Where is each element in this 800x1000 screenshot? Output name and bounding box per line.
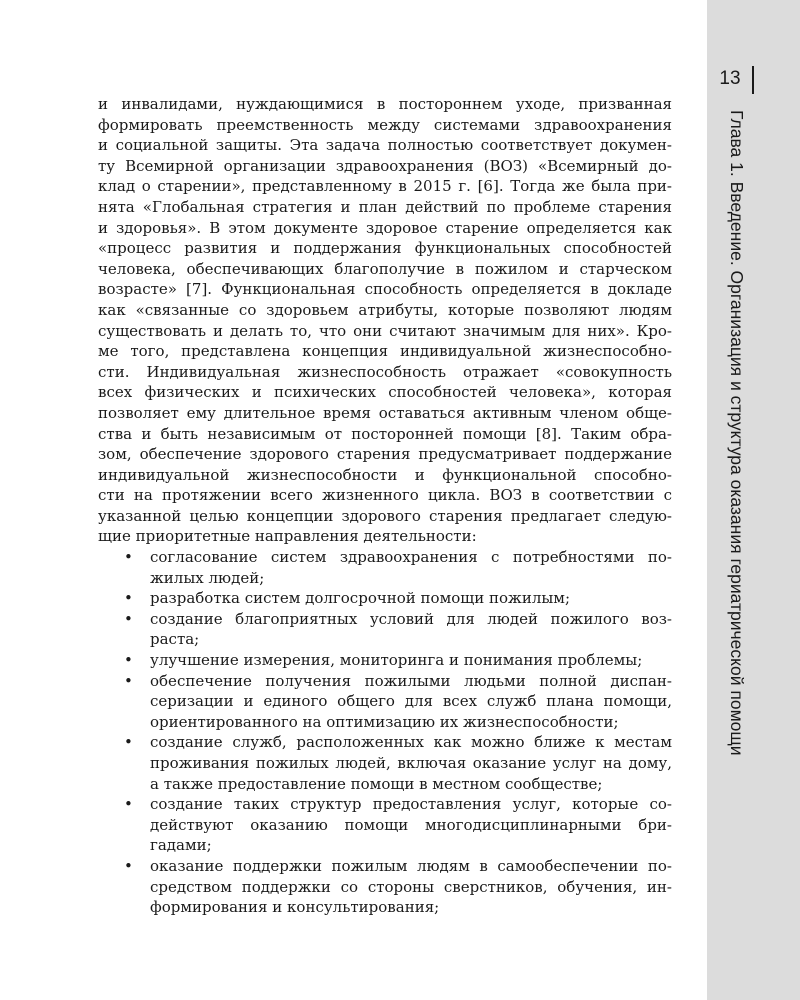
body-text xyxy=(98,94,672,918)
bullet-line: разработка систем долгосрочной помощи пожилым; xyxy=(150,589,571,608)
bullet-dot-icon: • xyxy=(124,589,133,608)
paragraph-line: указанной целью концепции здорового старения предлагает следую- xyxy=(98,506,672,525)
bullet-item xyxy=(98,856,672,918)
paragraph-line: и здоровья». В этом документе здоровое старение определяется как xyxy=(98,218,672,237)
bullet-line: средством поддержки со стороны сверстников, обучения, ин- xyxy=(150,877,672,896)
paragraph-line: ства и быть независимым от посторонней помощи [8]. Таким обра- xyxy=(98,424,672,443)
bullet-line: а также предоставление помощи в местном сообществе; xyxy=(150,774,603,793)
paragraph-line: и социальной защиты. Эта задача полностью соответствует докумен- xyxy=(98,136,672,155)
bullet-item xyxy=(98,650,672,671)
bullet-line: проживания пожилых людей, включая оказание услуг на дому, xyxy=(150,754,672,772)
paragraph-line: человека, обеспечивающих благополучие в пожилом и старческом xyxy=(98,259,672,278)
paragraph-line: сти. Индивидуальная жизнеспособность отражает «совокупность xyxy=(98,362,672,381)
bullet-line: формирования и консультирования; xyxy=(150,898,440,917)
bullet-line: согласование систем здравоохранения с потребностями по- xyxy=(150,548,672,567)
paragraph-line: формировать преемственность между системами здравоохранения xyxy=(98,115,672,134)
paragraph-line: «процесс развития и поддержания функциональных способностей xyxy=(98,239,672,258)
chapter-title-container xyxy=(722,110,752,756)
bullet-dot-icon: • xyxy=(124,733,133,752)
bullet-item xyxy=(98,547,672,588)
paragraph-line: ме того, представлена концепция индивидуальной жизнеспособно- xyxy=(98,342,672,361)
paragraph-line: всех физических и психических способностей человека», которая xyxy=(98,383,672,402)
bullet-line: улучшение измерения, мониторинга и понимания проблемы; xyxy=(150,651,643,670)
bullet-item xyxy=(98,609,672,650)
paragraph-line: ту Всемирной организации здравоохранения (ВОЗ) «Всемирный до- xyxy=(98,156,672,175)
paragraph-line: как «связанные со здоровьем атрибуты, которые позволяют людям xyxy=(98,300,672,319)
bullet-item xyxy=(98,732,672,794)
bullet-dot-icon: • xyxy=(124,609,133,628)
paragraph-line: существовать и делать то, что они считают значимым для них». Кро- xyxy=(98,321,672,340)
paragraph-line: нята «Глобальная стратегия и план действий по проблеме старения xyxy=(98,197,672,216)
bullet-list xyxy=(98,547,672,918)
paragraph-line: возрасте» [7]. Функциональная способность определяется в докладе xyxy=(98,280,672,299)
bullet-dot-icon: • xyxy=(124,651,133,670)
bullet-line: серизации и единого общего для всех служб плана помощи, xyxy=(150,692,672,711)
bullet-line: создание таких структур предоставления услуг, которые со- xyxy=(150,795,672,814)
bullet-line: действуют оказанию помощи многодисциплинарными бри- xyxy=(150,815,672,834)
bullet-line: раста; xyxy=(150,630,200,649)
paragraph-line: клад о старении», представленному в 2015 г. [6]. Тогда же была при- xyxy=(98,177,672,196)
bullet-line: создание служб, расположенных как можно ближе к местам xyxy=(150,733,672,752)
page-number: 13 xyxy=(719,68,741,89)
bullet-line: гадами; xyxy=(150,836,212,855)
paragraph-line: сти на протяжении всего жизненного цикла. ВОЗ в соответствии с xyxy=(98,486,672,505)
paragraph-line: индивидуальной жизнеспособности и функциональной способно- xyxy=(98,465,672,484)
page-number-rule xyxy=(752,66,754,94)
bullet-item xyxy=(98,794,672,856)
paragraph-line: зом, обеспечение здорового старения предусматривает поддержание xyxy=(98,445,672,464)
bullet-dot-icon: • xyxy=(124,856,133,875)
bullet-dot-icon: • xyxy=(124,548,133,567)
paragraph xyxy=(98,94,672,547)
chapter-title: Глава 1. Введение. Организация и структура оказания гериатрической помощи xyxy=(727,110,747,756)
bullet-line: создание благоприятных условий для людей пожилого воз- xyxy=(150,609,672,628)
bullet-line: обеспечение получения пожилыми людьми полной диспан- xyxy=(150,671,672,690)
bullet-line: оказание поддержки пожилым людям в самообеспечении по- xyxy=(150,856,672,875)
paragraph-line: позволяет ему длительное время оставаться активным членом обще- xyxy=(98,403,672,422)
paragraph-line: и инвалидами, нуждающимися в постороннем уходе, призванная xyxy=(98,95,672,113)
chapter-side-tab xyxy=(707,0,800,1000)
bullet-item xyxy=(98,588,672,609)
bullet-item xyxy=(98,671,672,733)
bullet-line: жилых людей; xyxy=(150,568,265,587)
bullet-line: ориентированного на оптимизацию их жизнеспособности; xyxy=(150,712,619,731)
paragraph-line: щие приоритетные направления деятельности: xyxy=(98,527,477,546)
bullet-dot-icon: • xyxy=(124,671,133,690)
bullet-dot-icon: • xyxy=(124,795,133,814)
